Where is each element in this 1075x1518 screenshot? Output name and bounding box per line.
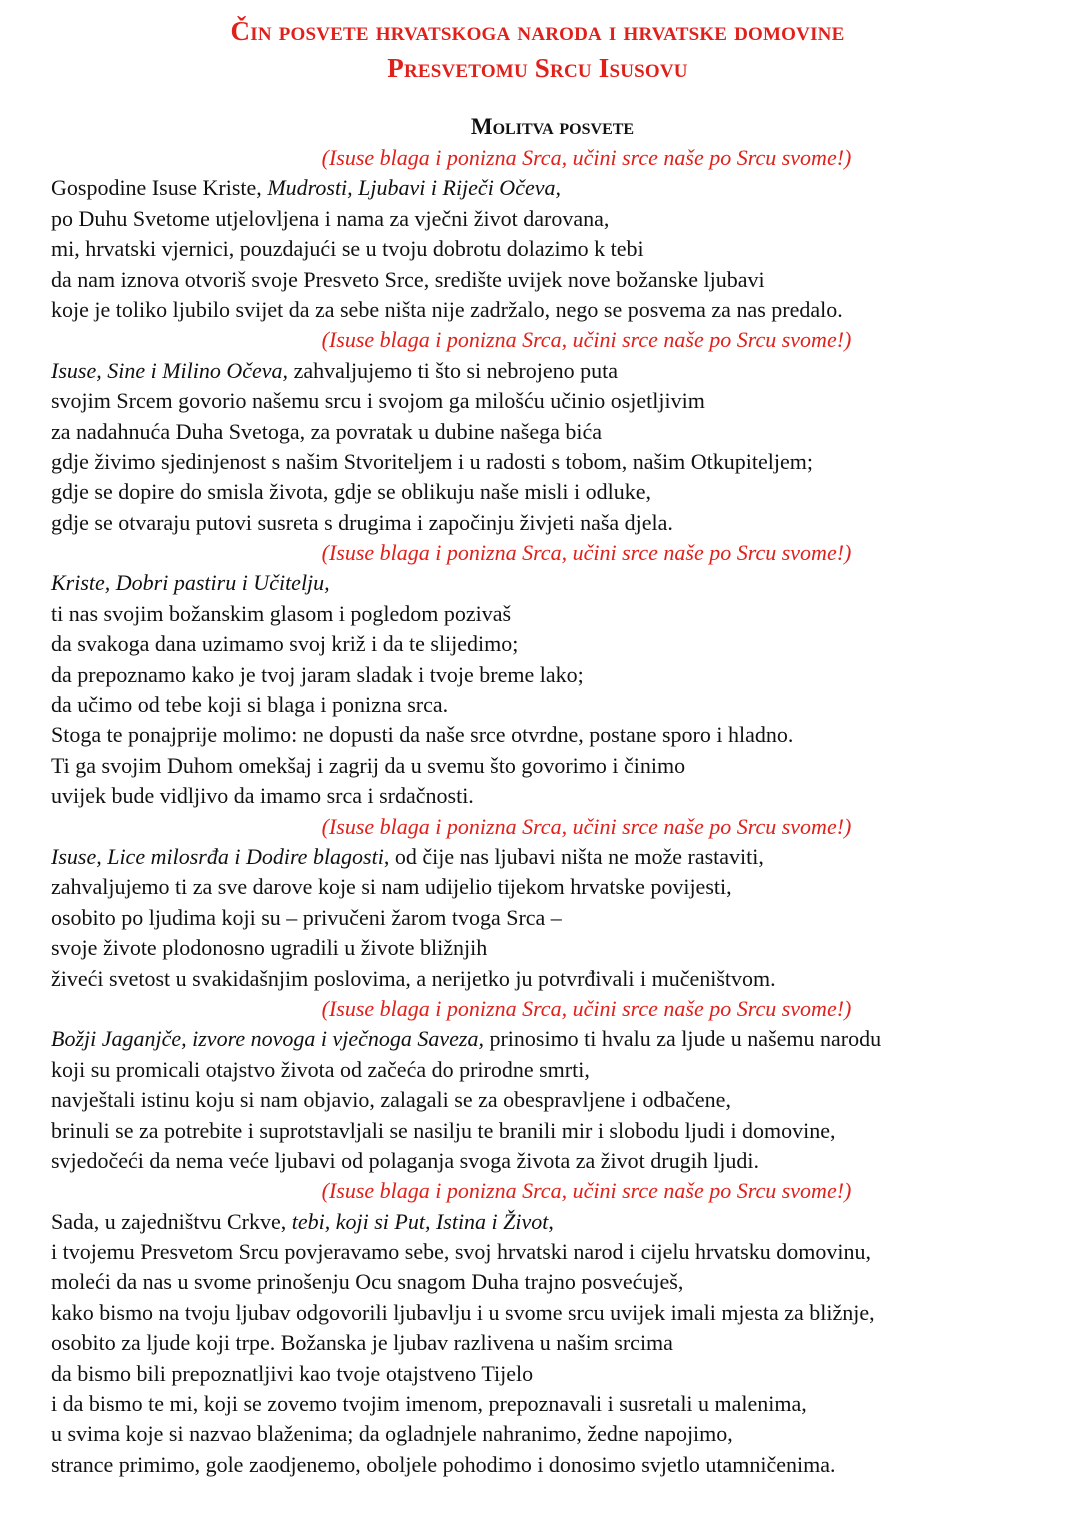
prayer-line: kako bismo na tvoju ljubav odgovorili ljubavlju i u svome srcu uvijek imali mjesta za bližnje, (51, 1299, 875, 1325)
italic-invocation: tebi, koji si Put, Istina i Život (291, 1208, 549, 1234)
prayer-line: Ti ga svojim Duhom omekšaj i zagrij da u svemu što govorimo i činimo (51, 752, 686, 778)
document-title-line-2: Presvetomu Srcu Isusovu (387, 53, 688, 83)
prayer-line: osobito za ljude koji trpe. Božanska je ljubav razlivena u našim srcima (51, 1330, 673, 1356)
prayer-line: da nam iznova otvoriš svoje Presveto Srce, središte uvijek nove božanske ljubavi (51, 266, 765, 292)
prayer-line: gdje se otvaraju putovi susreta s drugima i započinju živjeti naša djela. (51, 509, 673, 535)
prayer-line: svojim Srcem govorio našemu srcu i svojom ga milošću učinio osjetljivim (51, 388, 705, 414)
text-span: , (548, 1208, 554, 1234)
italic-invocation: Kriste, Dobri pastiru i Učitelju, (51, 570, 330, 596)
prayer-line (51, 173, 1066, 203)
refrain-line: (Isuse blaga i ponizna Srca, učini srce naše po Srcu svome!) (321, 813, 852, 839)
italic-invocation: Mudrosti, Ljubavi i Riječi Očeva, (267, 175, 561, 201)
prayer-line: u svima koje si nazvao blaženima; da ogladnjele nahranimo, žedne napojimo, (51, 1421, 733, 1447)
prayer-line: da bismo bili prepoznatljivi kao tvoje otajstveno Tijelo (51, 1360, 534, 1386)
refrain-line: (Isuse blaga i ponizna Srca, učini srce naše po Srcu svome!) (321, 145, 852, 170)
prayer-line: brinuli se za potrebite i suprotstavljali se nasilju te branili mir i slobodu ljudi i domovine, (51, 1117, 836, 1143)
prayer-line: moleći da nas u svome prinošenju Ocu snagom Duha trajno posvećuješ, (51, 1269, 684, 1295)
refrain-line: (Isuse blaga i ponizna Srca, učini srce naše po Srcu svome!) (321, 327, 852, 353)
italic-invocation: Isuse, Lice milosrđa i Dodire blagosti (51, 843, 384, 869)
prayer-line: mi, hrvatski vjernici, pouzdajući se u tvoju dobrotu dolazimo k tebi (51, 236, 644, 262)
prayer-line: i tvojemu Presvetom Srcu povjeravamo sebe, svoj hrvatski narod i cijelu hrvatsku domovinu, (51, 1239, 871, 1265)
prayer-line (51, 356, 1066, 386)
prayer-line (51, 842, 1066, 872)
prayer-line: i da bismo te mi, koji se zovemo tvojim imenom, prepoznavali i susretali u malenima, (51, 1391, 807, 1417)
prayer-line: živeći svetost u svakidašnjim poslovima, a nerijetko ju potvrđivali i mučeništvom. (51, 965, 776, 991)
prayer-line: gdje se dopire do smisla života, gdje se oblikuju naše misli i odluke, (51, 479, 652, 505)
refrain-line: (Isuse blaga i ponizna Srca, učini srce naše po Srcu svome!) (321, 995, 852, 1021)
prayer-line: koje je toliko ljubilo svijet da za sebe ništa nije zadržalo, nego se posvema za nas predalo. (51, 296, 843, 322)
prayer-line: za nadahnuća Duha Svetoga, za povratak u dubine našega bića (51, 418, 602, 444)
prayer-line: ti nas svojim božanskim glasom i pogledom pozivaš (51, 600, 512, 626)
prayer-line: da učimo od tebe koji si blaga i ponizna srca. (51, 692, 449, 718)
prayer-line: svjedočeći da nema veće ljubavi od polaganja svoga života za život drugih ljudi. (51, 1147, 760, 1173)
prayer-line: navještali istinu koju si nam objavio, zalagali se za obespravljene i odbačene, (51, 1087, 731, 1113)
text-span: Gospodine Isuse Kriste, (51, 175, 268, 201)
prayer-line: da prepoznamo kako je tvoj jaram sladak i tvoje breme lako; (51, 661, 584, 687)
italic-invocation: Božji Jaganjče, izvore novoga i vječnoga Saveza, (51, 1026, 484, 1052)
prayer-line: uvijek bude vidljivo da imamo srca i srdačnosti. (51, 783, 474, 809)
prayer-line: gdje živimo sjedinjenost s našim Stvoriteljem i u radosti s tobom, našim Otkupiteljem; (51, 448, 813, 474)
prayer-line: svoje živote plodonosno ugradili u živote bližnjih (51, 935, 488, 961)
text-span: Sada, u zajedništvu Crkve, (51, 1208, 292, 1234)
prayer-line (51, 1024, 1066, 1054)
prayer-line: koji su promicali otajstvo života od začeća do prirodne smrti, (51, 1056, 590, 1082)
prayer-line: da svakoga dana uzimamo svoj križ i da te slijedimo; (51, 631, 519, 657)
prayer-line: zahvaljujemo ti za sve darove koje si nam udijelio tijekom hrvatske povijesti, (51, 874, 732, 900)
refrain-line: (Isuse blaga i ponizna Srca, učini srce naše po Srcu svome!) (321, 540, 852, 566)
text-span: zahvaljujemo ti što si nebrojeno puta (288, 357, 618, 383)
document-title-line-1: Čin posvete hrvatskoga naroda i hrvatske domovine (230, 16, 845, 46)
text-span: , od čije nas ljubavi ništa ne može rastaviti, (383, 843, 764, 869)
text-span: prinosimo ti hvalu za ljude u našemu narodu (483, 1026, 882, 1052)
prayer-text (51, 143, 1066, 1480)
prayer-line: po Duhu Svetome utjelovljena i nama za vječni život darovana, (51, 205, 610, 231)
prayer-line: Stoga te ponajprije molimo: ne dopusti da naše srce otvrdne, postane sporo i hladno. (51, 722, 794, 748)
prayer-line: strance primimo, gole zaodjenemo, oboljele pohodimo i donosimo svjetlo utamničenima. (51, 1451, 836, 1477)
section-heading: Molitva posvete (470, 114, 635, 139)
prayer-line: osobito po ljudima koji su – privučeni žarom tvoga Srca – (51, 904, 562, 930)
prayer-line (51, 1207, 1066, 1237)
refrain-line: (Isuse blaga i ponizna Srca, učini srce naše po Srcu svome!) (321, 1178, 852, 1204)
italic-invocation: Isuse, Sine i Milino Očeva, (51, 357, 289, 383)
